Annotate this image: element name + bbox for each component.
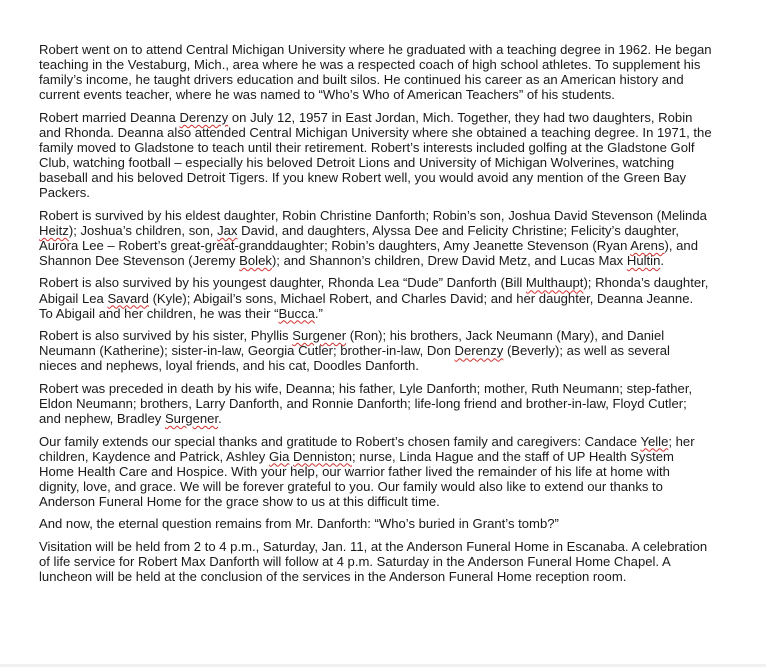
text-line <box>39 343 729 358</box>
text-line <box>39 539 729 554</box>
text-run: Club, watching football – especially his beloved Detroit Lions and University of Michigan Wolverines, watching <box>39 155 675 171</box>
spellcheck-flagged-word: Multhaupt <box>525 275 584 291</box>
spellcheck-flagged-word: Derenzy <box>454 343 504 359</box>
text-run: David, and daughters, Alyssa Dee and Felicity Christine; Felicity’s daughter, <box>237 222 679 238</box>
paragraph <box>39 110 729 201</box>
text-run: (Ron); his brothers, Jack Neumann (Mary), and Daniel <box>346 328 665 344</box>
text-run: children, Kaydence and Patrick, Ashley <box>39 448 269 464</box>
text-run: Packers. <box>39 185 90 201</box>
text-run: Robert is also survived by his sister, Phyllis <box>39 328 293 344</box>
text-run: Visitation will be held from 2 to 4 p.m., Saturday, Jan. 11, at the Anderson Funeral Home in Escanaba. A celebration <box>39 538 708 554</box>
text-line <box>39 155 729 170</box>
text-run: And now, the eternal question remains from Mr. Danforth: “Who’s buried in Grant’s tomb?” <box>39 516 559 532</box>
spellcheck-flagged-word: Gia <box>269 448 290 464</box>
text-line <box>39 223 729 238</box>
text-run: Robert married Deanna <box>39 109 180 125</box>
text-line <box>39 238 729 253</box>
text-run: (Kyle); Abigail’s sons, Michael Robert, and Charles David; and her daughter, Deanna Jeanne. <box>148 290 694 306</box>
text-line <box>39 434 729 449</box>
spellcheck-flagged-word: Denniston <box>293 448 352 464</box>
text-run: . <box>218 411 222 427</box>
text-line <box>39 253 729 268</box>
text-line <box>39 110 729 125</box>
text-run: ); Joshua’s children, son, <box>68 222 218 238</box>
text-run: Aurora Lee – Robert’s great-great-granddaughter; Robin’s daughters, Amy Jeanette Stevenson (Ryan <box>39 237 631 253</box>
text-run: family moved to Gladstone to teach until their retirement. Robert’s interests included golfing at the Gladstone Golf <box>39 139 695 155</box>
text-run: ; her <box>668 433 695 449</box>
text-run: Abigail Lea <box>39 290 108 306</box>
text-run: Anderson Funeral Home for the grace show to us at this difficult time. <box>39 493 440 509</box>
paragraph <box>39 434 729 509</box>
text-line <box>39 42 729 57</box>
spellcheck-flagged-word: Bucca <box>278 305 315 321</box>
text-run: Eldon Neumann; brothers, Larry Danforth, and Ronnie Danforth; life-long friend and brother-in-law, Floyd Cutler; <box>39 395 687 411</box>
text-line <box>39 494 729 509</box>
text-run: Neumann (Katherine); sister-in-law, Georgia Cutler; brother-in-law, Don <box>39 343 455 359</box>
spellcheck-flagged-word: Yelle <box>640 433 669 449</box>
text-run: ; nurse, Linda Hague and the staff of UP Health System <box>352 448 674 464</box>
text-line <box>39 569 729 584</box>
spellcheck-flagged-word: Heitz <box>39 222 69 238</box>
text-line <box>39 381 729 396</box>
spellcheck-flagged-word: Hultin <box>626 253 661 268</box>
spellcheck-flagged-word: Surgener <box>164 411 219 427</box>
text-run: Robert went on to attend Central Michigan University where he graduated with a teaching degree in 1962. He began <box>39 42 712 57</box>
text-run: current events teacher, where he was named to “Who’s Who of American Teachers” of his students. <box>39 87 615 103</box>
text-run: Home Health Care and Hospice. With your help, our warrior father lived the remainder of his life at home with <box>39 463 670 479</box>
text-run: (Beverly); as well as several <box>503 343 670 359</box>
text-line <box>39 72 729 87</box>
text-line <box>39 328 729 343</box>
text-run: Our family extends our special thanks and gratitude to Robert’s chosen family and caregivers: Candace <box>39 433 641 449</box>
text-run: family’s income, he taught drivers education and built silos. He continued his career as an American history and <box>39 72 684 88</box>
paragraph <box>39 328 729 373</box>
paragraph <box>39 275 729 320</box>
text-run: ); Rhonda’s daughter, <box>583 275 709 291</box>
text-line <box>39 140 729 155</box>
text-run: To Abigail and her children, he was their “ <box>39 305 279 321</box>
text-line <box>39 208 729 223</box>
document-body[interactable] <box>39 42 729 592</box>
spellcheck-flagged-word: Derenzy <box>179 109 229 125</box>
text-line <box>39 87 729 102</box>
text-line <box>39 479 729 494</box>
spellcheck-flagged-word: Bolek <box>239 253 272 268</box>
text-run: Robert was preceded in death by his wife, Deanna; his father, Lyle Danforth; mother, Ruth Neumann; step-father, <box>39 380 693 396</box>
text-line <box>39 306 729 321</box>
paragraph <box>39 516 729 531</box>
paragraph <box>39 208 729 268</box>
text-run: Robert is survived by his eldest daughter, Robin Christine Danforth; Robin’s son, Joshua David Stevenson (Melinda <box>39 207 707 223</box>
text-line <box>39 516 729 531</box>
text-line <box>39 291 729 306</box>
text-run: ); and Shannon’s children, Drew David Metz, and Lucas Max <box>271 253 627 268</box>
text-run: Shannon Dee Stevenson (Jeremy <box>39 253 240 268</box>
text-run: and Rhonda. Deanna also attended Central Michigan University where she obtained a teaching degree. In 1971, the <box>39 124 712 140</box>
text-line <box>39 57 729 72</box>
paragraph <box>39 42 729 102</box>
text-run: nieces and nephews, loyal friends, and his cat, Doodles Danforth. <box>39 358 419 374</box>
text-run: and nephew, Bradley <box>39 411 165 427</box>
text-line <box>39 396 729 411</box>
text-line <box>39 170 729 185</box>
text-run: teaching in the Vestaburg, Mich., area where he was a respected coach of high school athletes. To supplement his <box>39 57 701 73</box>
spellcheck-flagged-word: Arens <box>630 237 665 253</box>
text-run: dignity, love, and grace. We will be forever grateful to you. Our family would also like to extend our thanks to <box>39 478 663 494</box>
text-run: . <box>660 253 664 268</box>
text-line <box>39 125 729 140</box>
text-line <box>39 449 729 464</box>
text-line <box>39 411 729 426</box>
text-run: Robert is also survived by his youngest daughter, Rhonda Lea “Dude” Danforth (Bill <box>39 275 526 291</box>
text-line <box>39 185 729 200</box>
spellcheck-flagged-word: Jax <box>217 222 238 238</box>
text-run: on July 12, 1957 in East Jordan, Mich. Together, they had two daughters, Robin <box>228 109 693 125</box>
text-run: of life service for Robert Max Danforth will follow at 4 p.m. Saturday in the Anderson Funeral Home Chapel. A <box>39 553 671 569</box>
text-run: luncheon will be held at the conclusion of the services in the Anderson Funeral Home reception room. <box>39 569 627 585</box>
text-line <box>39 554 729 569</box>
text-run: ), and <box>664 237 698 253</box>
paragraph <box>39 539 729 584</box>
text-line <box>39 464 729 479</box>
text-run: .” <box>314 305 323 321</box>
paragraph <box>39 381 729 426</box>
text-run: baseball and his beloved Detroit Tigers. If you knew Robert well, you would avoid any mention of the Green Bay <box>39 170 687 186</box>
text-line <box>39 275 729 290</box>
spellcheck-flagged-word: Surgener <box>292 328 347 344</box>
spellcheck-flagged-word: Savard <box>107 290 149 306</box>
text-line <box>39 358 729 373</box>
